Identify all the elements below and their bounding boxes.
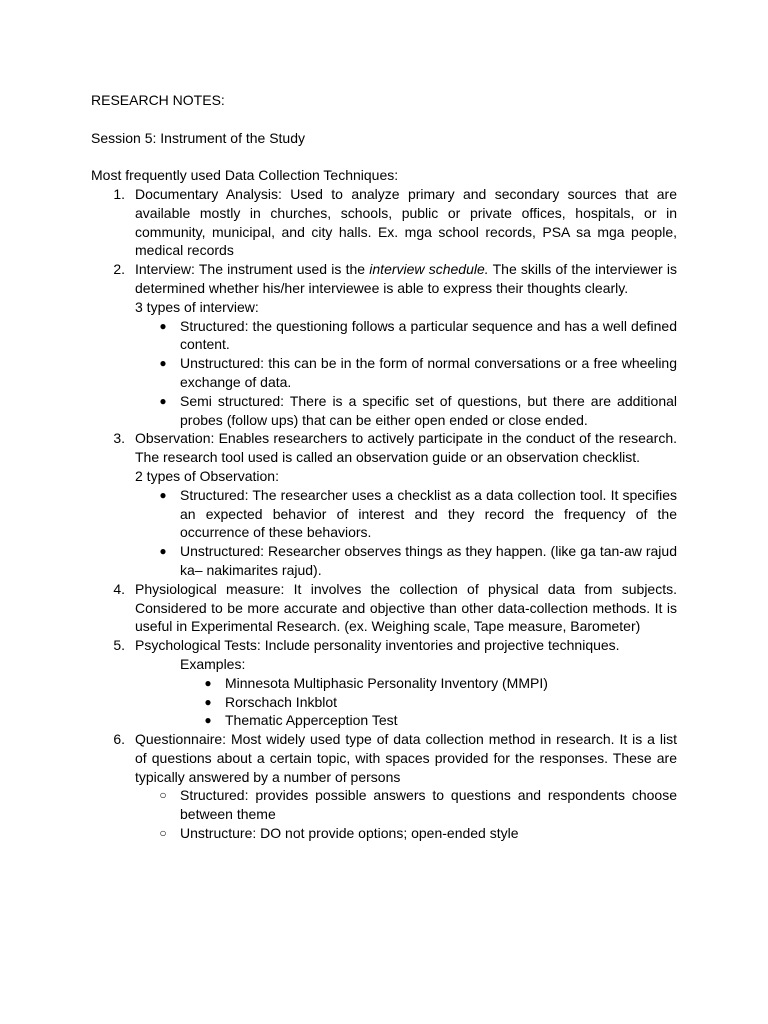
bullet-icon: ● (159, 393, 167, 408)
bullet-item: ● Thematic Apperception Test (180, 711, 677, 730)
bullet-item: ● Semi structured: There is a specific set of questions, but there are additional probes (follow ups) that can be either open ended or close ended. (135, 392, 677, 430)
emphasis-text: interview schedule. (369, 261, 489, 278)
list-item (91, 730, 677, 843)
circle-bullet-icon: ○ (159, 788, 167, 803)
item-text: Questionnaire: Most widely used type of data collection method in research. It is a list of questions about a certain topic, with spaces provided for the responses. These are typically answered by a number of persons (135, 731, 677, 785)
circle-bullet-item: ○ Unstructure: DO not provide options; open-ended style (135, 824, 677, 843)
doc-title: RESEARCH NOTES: (91, 92, 225, 108)
list-item (91, 636, 677, 730)
list-item (91, 185, 677, 260)
bullet-icon: ● (159, 318, 167, 333)
bullet-icon: ● (204, 675, 212, 690)
bullet-icon: ● (159, 356, 167, 371)
item-text: Psychological Tests: Include personality inventories and projective techniques. (135, 637, 620, 654)
bullet-item: ● Rorschach Inkblot (180, 693, 677, 712)
bullet-item: ● Unstructured: this can be in the form of normal conversations or a free wheeling exchange of data. (135, 354, 677, 392)
intro-line: Most frequently used Data Collection Techniques: (91, 167, 399, 184)
bullet-item: ● Minnesota Multiphasic Personality Inventory (MMPI) (180, 674, 677, 693)
bullet-icon: ● (159, 544, 167, 559)
bullet-item: ● Structured: The researcher uses a checklist as a data collection tool. It specifies an expected behavior of interest and they record the frequency of the occurrence of these behaviors. (135, 486, 677, 542)
item-text: Documentary Analysis: Used to analyze primary and secondary sources that are available mostly in churches, schools, public or private offices, hospitals, or in community, municipal, and city halls. Ex. mga school records, PSA sa mga people, medical records (135, 185, 677, 259)
item-text: Interview: The instrument used is the interview schedule. The skills of the interviewer is determined whether his/her interviewee is able to express their thoughts clearly. (135, 261, 677, 296)
bullet-icon: ● (159, 487, 167, 502)
item-number: 4. (113, 580, 125, 597)
circle-bullet-icon: ○ (159, 826, 167, 841)
sub-heading: 2 types of Observation: (135, 467, 279, 484)
bullet-icon: ● (204, 713, 212, 728)
sub-heading: 3 types of interview: (135, 298, 259, 315)
list-item (91, 580, 677, 636)
item-number: 3. (113, 430, 125, 447)
bullet-item: ● Unstructured: Researcher observes things as they happen. (like ga tan-aw rajud ka– nakimarites rajud). (135, 542, 677, 580)
document-page (91, 91, 677, 843)
item-text: Observation: Enables researchers to actively participate in the conduct of the research. The research tool used is called an observation guide or an observation checklist. (135, 430, 677, 466)
item-text: Physiological measure: It involves the collection of physical data from subjects. Considered to be more accurate and objective than other data-collection methods. It is useful in Experimental Research. (ex. Weighing scale, Tape measure, Barometer) (135, 580, 677, 635)
item-number: 2. (113, 261, 125, 278)
item-number: 1. (113, 185, 125, 202)
session-heading: Session 5: Instrument of the Study (91, 129, 306, 146)
list-item (91, 429, 677, 579)
sub-heading: Examples: (180, 655, 246, 672)
bullet-item: ● Structured: the questioning follows a particular sequence and has a well defined content. (135, 317, 677, 355)
circle-bullet-item: ○ Structured: provides possible answers to questions and respondents choose between theme (135, 786, 677, 824)
list-item (91, 260, 677, 429)
item-number: 5. (113, 637, 125, 654)
bullet-icon: ● (204, 694, 212, 709)
item-number: 6. (113, 731, 125, 748)
